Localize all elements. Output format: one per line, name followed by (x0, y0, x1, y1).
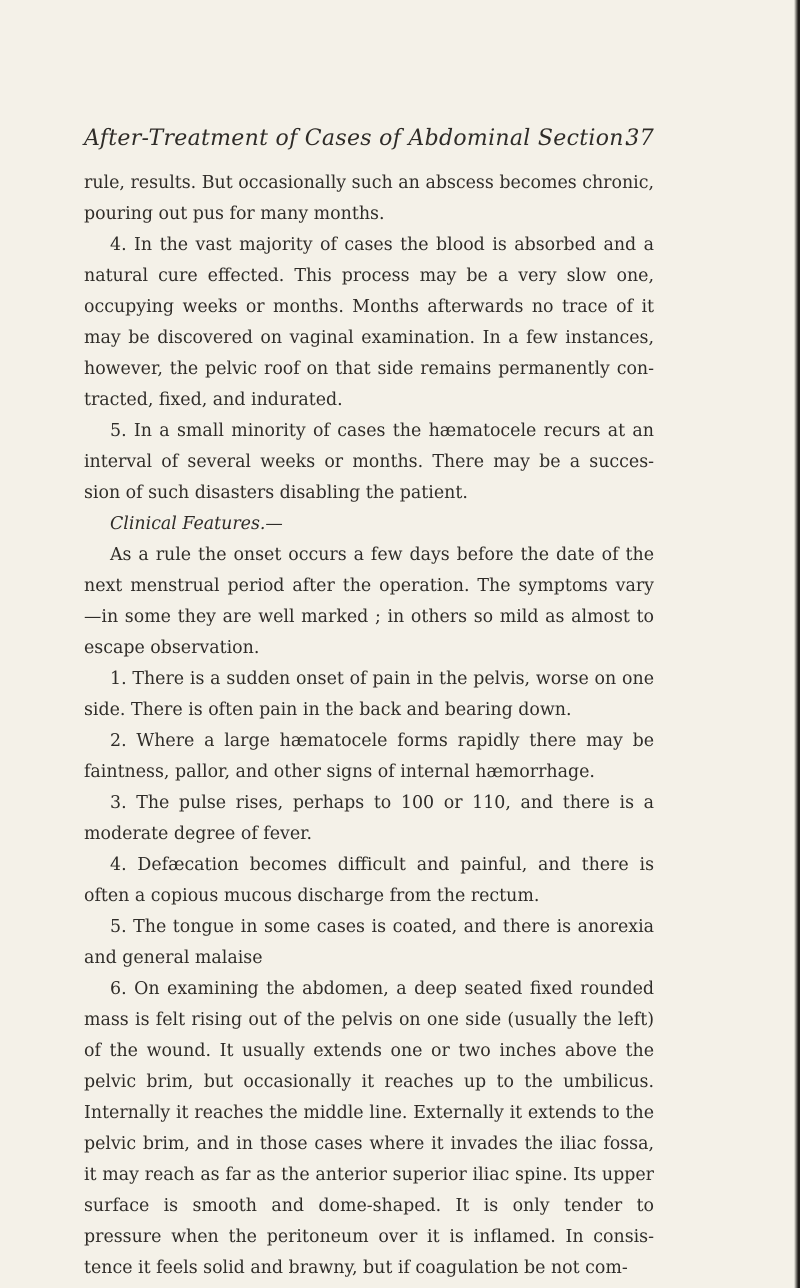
paragraph-continuation: rule, results. But occasionally such an abscess becomes chronic, pouring out pus for many months. (84, 173, 654, 224)
paragraph-symptom-1: 1. There is a sudden onset of pain in the pelvis, worse on one side. There is often pain in the back and bearing down. (84, 669, 654, 720)
paragraph-symptom-6: 6. On examining the abdomen, a deep seated fixed rounded mass is felt rising out of the pelvis on one side (usually the left) of the wound. It usually extends one or two inches above the pelvic brim, but occasionally it reaches up to the umbilicus. Internally it reaches the middle line. Externally it extends to the pelvic brim, and in those cases where it invades the iliac fossa, it may reach as far as the anterior superior iliac spine. Its upper surface is smooth and dome-shaped. It is only tender to pressure when the peritoneum over it is inflamed. In consis- tence it feels solid and brawny, but if coagulation be not com- (84, 979, 654, 1278)
paragraph-symptom-3: 3. The pulse rises, perhaps to 100 or 110, and there is a moderate degree of fever. (84, 793, 654, 844)
paragraph-symptom-4: 4. Defæcation becomes difficult and painful, and there is often a copious mucous discharge from the rectum. (84, 855, 654, 906)
page-edge-shadow (794, 0, 800, 1288)
paragraph-onset: As a rule the onset occurs a few days before the date of the next menstrual period after the operation. The symptoms vary —in some they are well marked ; in others so mild as almost to escape observation. (84, 545, 654, 658)
running-head: After-Treatment of Cases of Abdominal Section. (84, 126, 632, 151)
section-heading-clinical-features: Clinical Features.— (110, 514, 283, 534)
body-text (84, 168, 654, 1284)
paragraph-4-absorption: 4. In the vast majority of cases the blood is absorbed and a natural cure effected. This process may be a very slow one, occupying weeks or months. Months afterwards no trace of it may be discovered on vaginal examination. In a few instances, however, the pelvic roof on that side remains permanently con- tracted, fixed, and indurated. (84, 235, 654, 410)
page-number: 37 (625, 126, 654, 151)
page-header (84, 126, 654, 162)
paragraph-symptom-2: 2. Where a large hæmatocele forms rapidly there may be faintness, pallor, and other signs of internal hæmorrhage. (84, 731, 654, 782)
paragraph-symptom-5: 5. The tongue in some cases is coated, and there is anorexia and general malaise (84, 917, 654, 968)
paragraph-5-recurrence: 5. In a small minority of cases the hæmatocele recurs at an interval of several weeks or months. There may be a succes- sion of such disasters disabling the patient. (84, 421, 654, 503)
